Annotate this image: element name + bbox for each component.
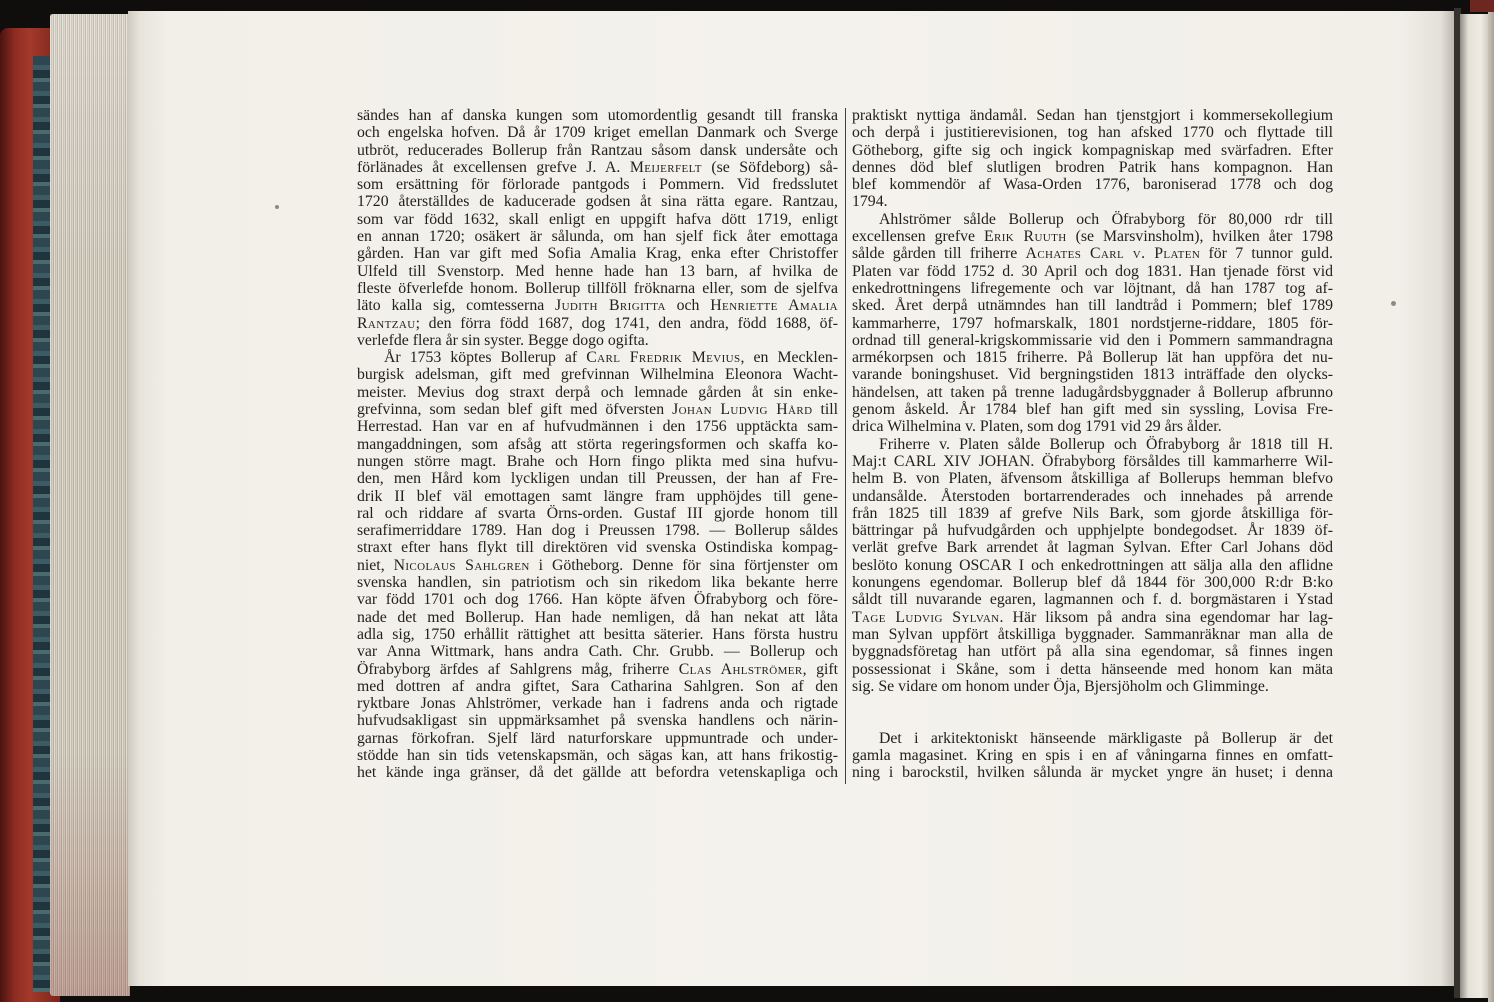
text-line: svenska handlen, sin patriotism och sin rikedom lika bekante herre <box>357 574 838 592</box>
small-caps-name: Erik Ruuth <box>983 228 1067 246</box>
text-line: som var född 1632, skall enligt en uppgift hafva dött 1719, enligt <box>357 210 838 228</box>
small-caps-name: Johan Ludvig Hård <box>672 401 813 419</box>
text-line: ryktbare Jonas Ahlströmer, verkade han i fadrens anda och rigtade <box>357 695 838 713</box>
small-caps-name: Carl Fredrik Mevius <box>586 349 741 367</box>
text-line <box>357 315 838 332</box>
text-line: straxt efter hans flykt till direktören vid svenska Ostindiska kompag- <box>357 539 838 557</box>
text-run: förlänades åt excellensen grefve J. A. <box>357 158 630 176</box>
text-line: blef kommendör af Wasa-Orden 1776, baroniserad 1778 och dog <box>852 176 1333 194</box>
marbled-endpaper <box>33 56 51 992</box>
text-line: hufvudsakligast sin uppmärksamhet på svenska handlens och närin- <box>357 712 838 730</box>
text-line: undansålde. Återstoden bortarrenderades och innehades på arrende <box>852 487 1333 505</box>
next-page-edge <box>1460 14 1488 998</box>
text-line: sig. Se vidare om honom under Öja, Bjersjöholm och Glimminge. <box>852 677 1269 695</box>
text-line: verlefde flera år sin syster. Begge dogo ogifta. <box>357 331 649 349</box>
text-run: ; den förra född 1687, dog 1741, den andra, född 1688, öf- <box>415 314 838 332</box>
text-line <box>357 349 838 366</box>
text-run: i Götheborg. Denne för sina förtjenster om <box>529 556 838 574</box>
text-run: läto kalla sig, comtesserna <box>357 297 556 315</box>
column-divider-rule <box>845 108 846 784</box>
text-line: 1720 återställdes de kaducerade godsen åt sina rätta egare. Rantzau, <box>357 193 838 211</box>
text-line: gården. Han var gift med Sofia Amalia Krag, enka efter Christoffer <box>357 245 838 263</box>
text-line: helm B. von Platen, äfvensom åtskilliga af Bollerups hemman blefvo <box>852 470 1333 488</box>
text-line: mangaddningen, som afsåg att störta regeringsformen och skaffa ko- <box>357 435 838 453</box>
text-line: nade det med Bollerup. Han hade nemligen, då han nekat att låta <box>357 608 838 626</box>
paragraph <box>852 436 1333 695</box>
cover-corner <box>1470 0 1494 12</box>
paragraph <box>852 730 1333 782</box>
text-run: och <box>665 297 711 315</box>
small-caps-name: Henriette Amalia <box>710 297 838 315</box>
text-line <box>852 245 1333 262</box>
text-line: ordnad till general-krigskommissarie vid den i Pommern sammandragna <box>852 331 1333 349</box>
text-line <box>357 297 838 314</box>
small-caps-name: Meijerfelt <box>629 158 702 176</box>
text-run: till <box>812 401 839 419</box>
ink-speck <box>1391 301 1396 306</box>
text-run: för 7 tunnor guld. <box>1200 245 1333 263</box>
text-line: sändes han af danska kungen som utomordentlig gesandt till franska <box>357 107 838 124</box>
text-run: (se Söfdeborg) så- <box>701 158 838 176</box>
text-line: den, men Hård kom lyckligen undan till Preussen, der han af Fre- <box>357 470 838 488</box>
text-line: adla sig, 1750 erhållit rättighet att besitta säterier. Hans första hustru <box>357 625 838 643</box>
small-caps-name: Achates Carl v. Platen <box>1025 245 1201 263</box>
small-caps-name: Rantzau <box>357 314 416 332</box>
text-run: excellensen grefve <box>852 228 984 246</box>
text-line: verlät grefve Bark arrendet åt lagman Sylvan. Efter Carl Johans död <box>852 539 1333 557</box>
text-line: bättringar på hufvudgården och upphjelpte bondegodset. År 1839 öf- <box>852 522 1333 540</box>
text-line: nungen större magt. Brahe och Horn fingo plikta med sina hufvu- <box>357 452 838 470</box>
text-run: grefvinna, som sedan blef gift med öfversten <box>357 401 673 419</box>
small-caps-name: Judith Brigitta <box>555 297 666 315</box>
text-line: garnas förkofran. Sjelf lärd naturforskare uppmuntrade och under- <box>357 729 838 747</box>
paragraph <box>852 211 1333 436</box>
book-block-edge <box>1488 10 1494 1002</box>
text-line: gamla magasinet. Kring en spis i en af våningarna finnes en omfatt- <box>852 746 1333 764</box>
text-line: och derpå i justitierevisionen, tog han afsked 1770 och flyttade till <box>852 124 1333 142</box>
text-line: såldt till nuvarande egaren, lagmannen och f. d. borgmästaren i Ystad <box>852 591 1333 609</box>
text-line: Ahlströmer sålde Bollerup och Öfrabyborg för 80,000 rdr till <box>879 210 1333 228</box>
text-line: stödde han sin tids vetenskapsmän, och sägas kan, att hans frikostig- <box>357 746 838 764</box>
text-line <box>357 159 838 176</box>
text-line: Götheborg, gifte sig och ingick kompagniskap med svärfadren. Efter <box>852 141 1333 159</box>
text-run: niet, <box>357 556 394 574</box>
text-line: meister. Mevius dog straxt derpå och lemnade gården åt sin enke- <box>357 383 838 401</box>
page-edges-stack <box>50 14 130 996</box>
text-line: ral och riddare af svarta Örns-orden. Gustaf III gjorde honom till <box>357 504 838 522</box>
text-line <box>357 661 838 678</box>
text-line: kammarherre, 1797 hofmarskalk, 1801 nordstjerne-riddare, 1805 för- <box>852 314 1333 332</box>
ink-speck <box>275 205 279 209</box>
paragraph <box>357 107 838 349</box>
text-line: drica Wilhelmina v. Platen, som dog 1791 vid 29 års ålder. <box>852 418 1222 436</box>
text-line: armékorpsen och 1815 friherre. På Bollerup lät han uppföra det nu- <box>852 349 1333 367</box>
text-line: varande boningshuset. Vid bergningstiden 1813 inträffade den olycks- <box>852 366 1333 384</box>
text-line: beslöto konung OSCAR I och enkedrottningen att sälja alla den aflidne <box>852 556 1333 574</box>
text-section <box>852 107 1333 695</box>
text-line: man Sylvan uppfört åtskilliga byggnader. Sammanräknar man alla de <box>852 625 1333 643</box>
text-line: serafimerriddare 1789. Han dog i Preussen 1798. — Bollerup såldes <box>357 522 838 540</box>
text-line: med dottren af andra giftet, Sara Catharina Sahlgren. Son af den <box>357 677 838 695</box>
text-run: sålde gården till friherre <box>852 245 1026 263</box>
text-line: konungens egendomar. Bollerup blef då 1844 för 300,000 R:dr B:ko <box>852 574 1333 592</box>
text-line: och engelska hofven. Då år 1709 kriget emellan Danmark och Sverge <box>357 124 838 142</box>
text-line <box>357 557 838 574</box>
paragraph <box>357 349 838 781</box>
text-line: händelsen, att taken på trenne ladugårdsbyggnader å Bollerup afbrunno <box>852 383 1333 401</box>
text-run: , gift <box>802 660 839 678</box>
right-text-column <box>852 107 1333 782</box>
text-line: var Anna Wittmark, hans andra Cath. Chr. Grubb. — Bollerup och <box>357 643 838 661</box>
small-caps-name: Tage Ludvig Sylvan <box>852 608 1000 626</box>
text-line: sked. Året derpå utnämndes han till landtråd i Pommern; blef 1789 <box>852 297 1333 315</box>
text-run: (se Marsvinsholm), hvilken åter 1798 <box>1066 228 1333 246</box>
text-line: byggnadsföretag han utfört på alla sina egendomar, så finnes ingen <box>852 643 1333 661</box>
text-line: drik II blef väl emottagen samt längre fram upphöjdes till gene- <box>357 487 838 505</box>
text-line: enkedrottningens lifregemente och var löjtnant, då han 1787 tog af- <box>852 279 1333 297</box>
text-line: het kände inga gränser, då det gällde att befordra vetenskapliga och <box>357 764 838 782</box>
text-line: possessionat i Skåne, som i detta hänseende med honom kan mäta <box>852 660 1333 678</box>
text-line: genom åskeld. År 1784 blef han gift med sin syssling, Lovisa Fre- <box>852 401 1333 419</box>
text-line: dennes död blef slutligen brodren Patrik hans kompagnon. Han <box>852 158 1333 176</box>
small-caps-name: Clas Ahlströmer <box>678 660 803 678</box>
text-line: utbröt, reducerades Bollerup från Rantzau såsom dansk undersåte och <box>357 141 838 159</box>
text-section <box>852 730 1333 782</box>
text-line: från 1825 till 1839 af grefve Nils Bark, som gjorde åtskilliga för- <box>852 504 1333 522</box>
text-line: Platen var född 1752 d. 30 April och dog 1831. Han tjenade först vid <box>852 262 1333 280</box>
text-line: 1794. <box>852 193 888 211</box>
small-caps-name: Nicolaus Sahlgren <box>393 556 530 574</box>
text-run: . Här liksom på andra sina egendomar har lag- <box>999 608 1334 626</box>
text-line: Herrestad. Han var en af hufvudmännen i den 1756 upptäckta sam- <box>357 418 838 436</box>
text-line: som ersättning för förlorade pantgods i Pommern. Vid fredsslutet <box>357 176 838 194</box>
paragraph <box>852 107 1333 211</box>
text-line: ning i barockstil, hvilken sålunda är mycket yngre än huset; i denna <box>852 764 1333 782</box>
text-line: praktiskt nyttiga ändamål. Sedan han tjenstgjort i kommersekollegium <box>852 107 1333 124</box>
left-text-column <box>357 107 838 782</box>
text-line <box>852 609 1333 626</box>
text-line: fleste öfverlefde honom. Bollerup tillföll fröknarna eller, som de sjelfva <box>357 279 838 297</box>
text-run: Öfrabyborg ärfdes af Sahlgrens måg, friherre <box>357 660 679 678</box>
text-run: , en Mecklen- <box>740 349 838 367</box>
text-line: Ulfeld till Svenstorp. Med henne hade han 13 barn, af hvilka de <box>357 262 838 280</box>
text-run: År 1753 köptes Bollerup af <box>384 349 587 367</box>
text-line: Det i arkitektoniskt hänseende märkligaste på Bollerup är det <box>879 729 1333 747</box>
text-line <box>852 228 1333 245</box>
text-line: en annan 1720; osäkert är sålunda, om han sjelf fick åter emottaga <box>357 228 838 246</box>
text-line: Friherre v. Platen sålde Bollerup och Öfrabyborg år 1818 till H. <box>879 435 1333 453</box>
text-line: Maj:t CARL XIV JOHAN. Öfrabyborg försåldes till kammarherre Wil- <box>852 452 1333 470</box>
text-section <box>357 107 838 782</box>
text-line: burgisk adelsman, gift med grefvinnan Wilhelmina Eleonora Wacht- <box>357 366 838 384</box>
text-line: var född 1701 och dog 1766. Han köpte äfven Öfrabyborg och före- <box>357 591 838 609</box>
text-line <box>357 401 838 418</box>
